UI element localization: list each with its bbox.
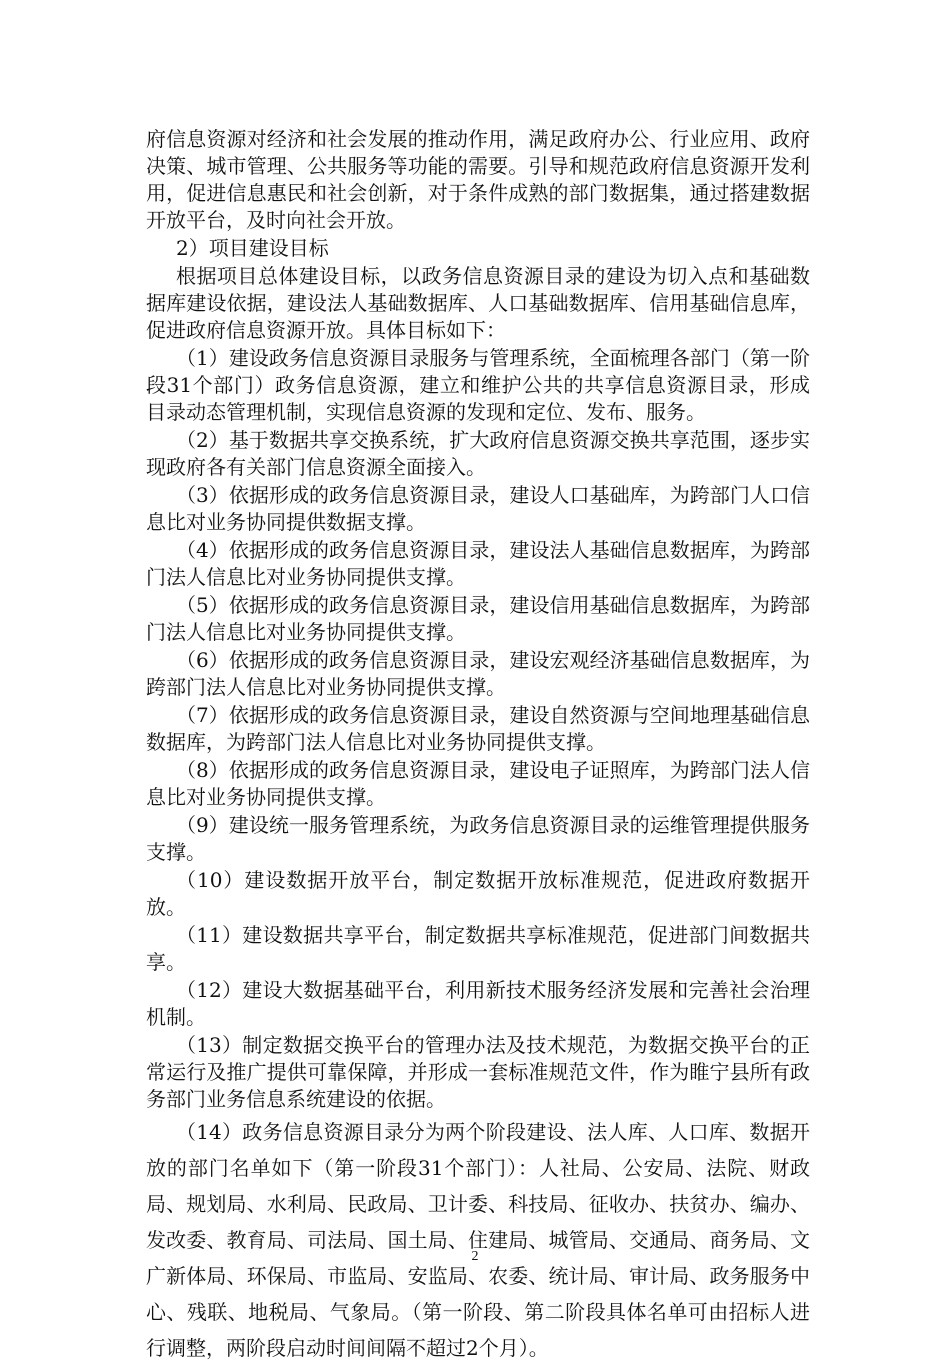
- section-heading-project-goals: 2）项目建设目标: [176, 236, 329, 260]
- goal-item-14: （14）政务信息资源目录分为两个阶段建设、法人库、人口库、数据开放的部门名单如下（第一阶段31个部门）：人社局、公安局、法院、财政局、规划局、水利局、民政局、卫计委、科技局、征收办、扶贫办、编办、发改委、教育局、司法局、国土局、住建局、城管局、交通局、商务局、文广新体局、环保局、市监局、安监局、农委、统计局、审计局、政务服务中心、残联、地税局、气象局。（第一阶段、第二阶段具体名单可由招标人进行调整，两阶段启动时间间隔不超过2个月）。: [146, 1120, 810, 1360]
- goal-item-5: （5）依据形成的政务信息资源目录，建设信用基础信息数据库，为跨部门法人信息比对业务协同提供支撑。: [146, 593, 810, 644]
- goal-item-3: （3）依据形成的政务信息资源目录，建设人口基础库，为跨部门人口信息比对业务协同提供数据支撑。: [146, 483, 810, 534]
- goal-item-6: （6）依据形成的政务信息资源目录，建设宏观经济基础信息数据库，为跨部门法人信息比对业务协同提供支撑。: [146, 648, 810, 699]
- document-body: [146, 126, 810, 1367]
- goal-item-4: （4）依据形成的政务信息资源目录，建设法人基础信息数据库，为跨部门法人信息比对业务协同提供支撑。: [146, 538, 810, 589]
- goal-item-12: （12）建设大数据基础平台，利用新技术服务经济发展和完善社会治理机制。: [146, 978, 810, 1029]
- goal-item-10: （10）建设数据开放平台，制定数据开放标准规范，促进政府数据开放。: [146, 868, 810, 919]
- goal-item-11: （11）建设数据共享平台，制定数据共享标准规范，促进部门间数据共享。: [146, 923, 810, 974]
- goal-item-2: （2）基于数据共享交换系统，扩大政府信息资源交换共享范围，逐步实现政府各有关部门信息资源全面接入。: [146, 428, 810, 479]
- paragraph-goals-overview: 根据项目总体建设目标，以政务信息资源目录的建设为切入点和基础数据库建设依据，建设法人基础数据库、人口基础数据库、信用基础信息库，促进政府信息资源开放。具体目标如下：: [146, 264, 810, 342]
- goal-item-8: （8）依据形成的政务信息资源目录，建设电子证照库，为跨部门法人信息比对业务协同提供支撑。: [146, 758, 810, 809]
- goal-item-1: （1）建设政务信息资源目录服务与管理系统，全面梳理各部门（第一阶段31个部门）政务信息资源，建立和维护公共的共享信息资源目录，形成目录动态管理机制，实现信息资源的发现和定位、发布、服务。: [146, 346, 810, 424]
- goal-item-9: （9）建设统一服务管理系统，为政务信息资源目录的运维管理提供服务支撑。: [146, 813, 810, 864]
- goal-item-7: （7）依据形成的政务信息资源目录，建设自然资源与空间地理基础信息数据库，为跨部门法人信息比对业务协同提供支撑。: [146, 703, 810, 754]
- goal-item-13: （13）制定数据交换平台的管理办法及技术规范，为数据交换平台的正常运行及推广提供可靠保障，并形成一套标准规范文件，作为睢宁县所有政务部门业务信息系统建设的依据。: [146, 1033, 810, 1111]
- paragraph-intro-continuation: 府信息资源对经济和社会发展的推动作用，满足政府办公、行业应用、政府决策、城市管理、公共服务等功能的需要。引导和规范政府信息资源开发利用，促进信息惠民和社会创新，对于条件成熟的部门数据集，通过搭建数据开放平台，及时向社会开放。: [146, 127, 810, 232]
- page-number: 2: [471, 1249, 479, 1264]
